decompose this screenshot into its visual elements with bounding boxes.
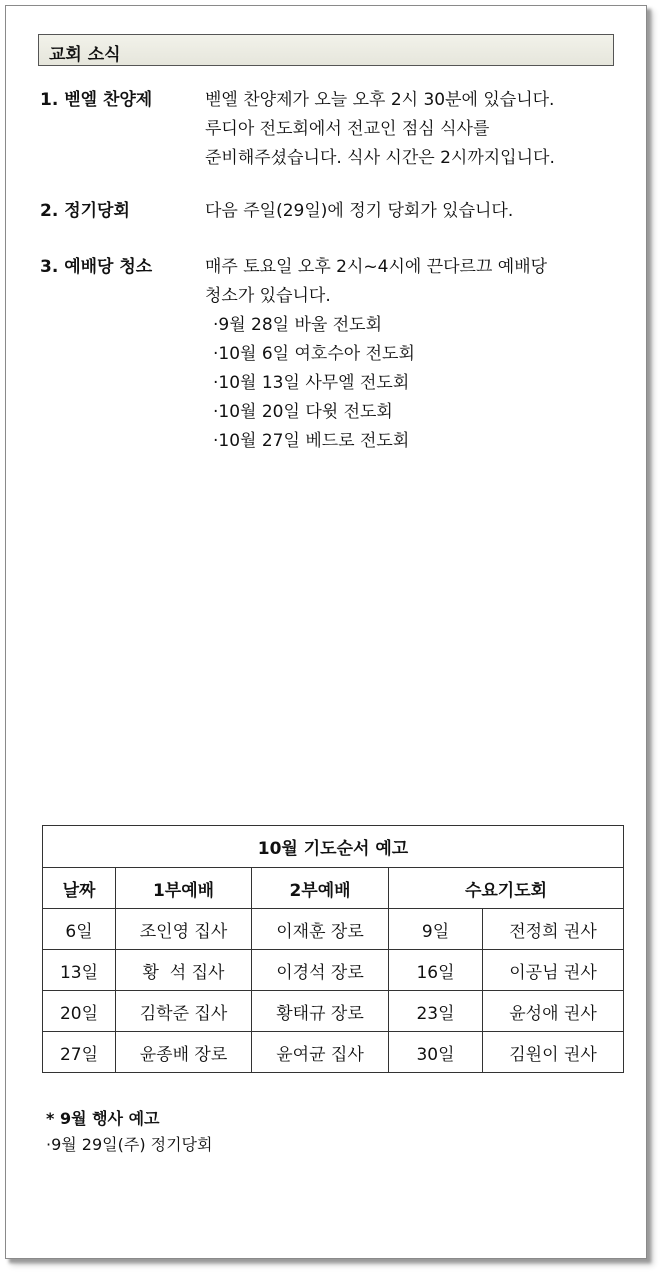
table-cell: 30일 bbox=[389, 1032, 483, 1073]
table-cell: 9일 bbox=[389, 909, 483, 950]
section-title: 교회 소식 bbox=[49, 45, 121, 65]
table-cell: 윤여균 집사 bbox=[252, 1032, 389, 1073]
table-cell: 조인영 집사 bbox=[116, 909, 252, 950]
table-title: 10월 기도순서 예고 bbox=[43, 826, 624, 868]
news-item-body bbox=[205, 197, 625, 226]
news-line: 벧엘 찬양제가 오늘 오후 2시 30분에 있습니다. bbox=[205, 90, 555, 110]
news-item-title: 1. 벧엘 찬양제 bbox=[40, 90, 153, 110]
column-header: 날짜 bbox=[43, 868, 116, 909]
table-cell: 황태규 장로 bbox=[252, 991, 389, 1032]
cleaning-schedule-entry: ·10월 27일 베드로 전도회 bbox=[213, 431, 410, 451]
news-item-body bbox=[205, 253, 625, 456]
news-line: 다음 주일(29일)에 정기 당회가 있습니다. bbox=[205, 201, 514, 221]
prayer-schedule-table bbox=[42, 825, 624, 1073]
column-header: 2부예배 bbox=[252, 868, 389, 909]
column-header: 수요기도회 bbox=[389, 868, 624, 909]
cleaning-schedule-entry: ·10월 13일 사무엘 전도회 bbox=[213, 373, 410, 393]
table-cell: 윤성애 권사 bbox=[483, 991, 624, 1032]
table-cell: 이재훈 장로 bbox=[252, 909, 389, 950]
table-cell: 김원이 권사 bbox=[483, 1032, 624, 1073]
cleaning-schedule-entry: ·9월 28일 바울 전도회 bbox=[213, 315, 383, 335]
table-cell: 윤종배 장로 bbox=[116, 1032, 252, 1073]
event-notice bbox=[46, 1106, 212, 1158]
news-item-title: 3. 예배당 청소 bbox=[40, 257, 153, 277]
news-line: 청소가 있습니다. bbox=[205, 286, 331, 306]
table-cell: 김학준 집사 bbox=[116, 991, 252, 1032]
table-cell: 이공님 권사 bbox=[483, 950, 624, 991]
table-cell: 이경석 장로 bbox=[252, 950, 389, 991]
table-cell: 전정희 권사 bbox=[483, 909, 624, 950]
table-row bbox=[43, 1032, 624, 1073]
table-cell: 27일 bbox=[43, 1032, 116, 1073]
table-cell: 13일 bbox=[43, 950, 116, 991]
news-item-body bbox=[205, 86, 625, 173]
table-cell: 황 석 집사 bbox=[116, 950, 252, 991]
section-header bbox=[38, 34, 614, 66]
table-header-row bbox=[43, 868, 624, 909]
table-row bbox=[43, 991, 624, 1032]
event-notice-line: ·9월 29일(주) 정기당회 bbox=[46, 1135, 213, 1154]
event-notice-title: * 9월 행사 예고 bbox=[46, 1109, 160, 1128]
cleaning-schedule-entry: ·10월 6일 여호수아 전도회 bbox=[213, 344, 415, 364]
table-cell: 23일 bbox=[389, 991, 483, 1032]
table-cell: 16일 bbox=[389, 950, 483, 991]
table-cell: 6일 bbox=[43, 909, 116, 950]
news-line: 매주 토요일 오후 2시~4시에 끈다르끄 예배당 bbox=[205, 257, 548, 277]
table-row bbox=[43, 950, 624, 991]
table-row bbox=[43, 909, 624, 950]
news-item-title: 2. 정기당회 bbox=[40, 201, 130, 221]
news-line: 루디아 전도회에서 전교인 점심 식사를 bbox=[205, 119, 490, 139]
column-header: 1부예배 bbox=[116, 868, 252, 909]
table-cell: 20일 bbox=[43, 991, 116, 1032]
cleaning-schedule-entry: ·10월 20일 다윗 전도회 bbox=[213, 402, 393, 422]
news-line: 준비해주셨습니다. 식사 시간은 2시까지입니다. bbox=[205, 148, 555, 168]
bulletin-page bbox=[5, 5, 647, 1259]
